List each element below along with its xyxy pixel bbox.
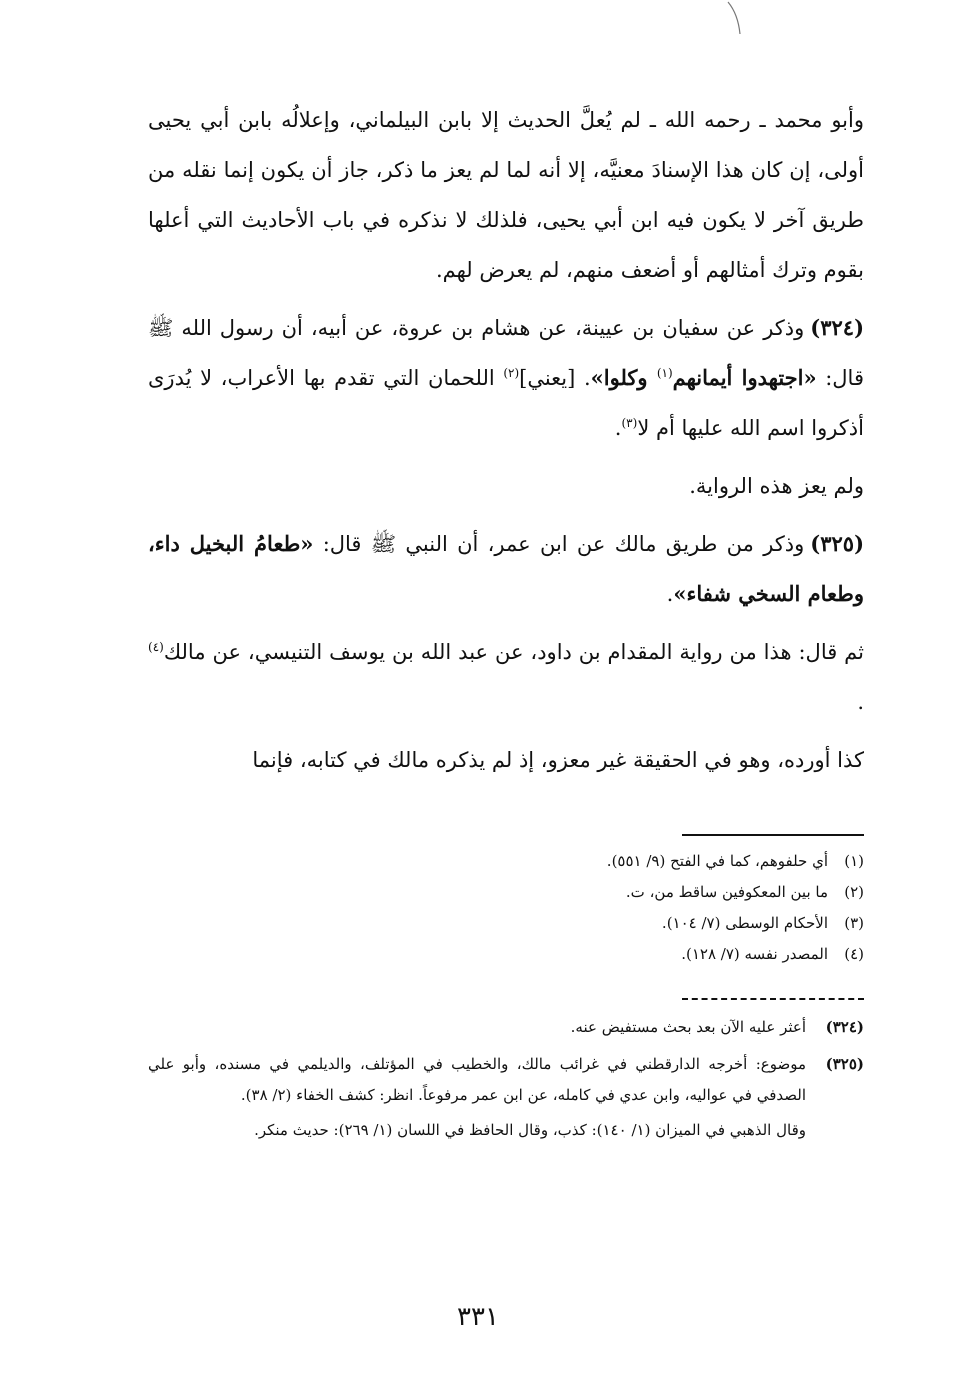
- footnote-item: [148, 939, 864, 970]
- tahqiq-separator: [682, 998, 864, 1000]
- paragraph-thumma-text: ثم قال: هذا من رواية المقدام بن داود، عن عبد الله بن يوسف التنيسي، عن مالك: [163, 640, 864, 664]
- tahqiq-text-324: أعثر عليه الآن بعد بحث مستفيض عنه.: [570, 1018, 806, 1036]
- footnote-ref-3[interactable]: (٣): [621, 416, 638, 430]
- paragraph-thumma-end: .: [857, 690, 864, 714]
- footnote-item: [148, 846, 864, 877]
- paragraph-abu-muhammad: وأبو محمد ـ رحمه الله ـ لم يُعلَّ الحديث إلا بابن البيلماني، وإعلالُه بابن أبي يحيى أولى، إن كان هذا الإسنادَ معنيَّه، إلا أنه لما لم يعز ما ذكر، جاز أن يكون إنما نقله من طريق آخر لا يكون فيه ابن أبي يحيى، فلذلك لا نذكره في باب الأحاديث التي أعلها بقوم وترك أمثالهم أو أضعف منهم، لم يعرض لهم.: [148, 108, 864, 282]
- hadith-324-quote: «اجتهدوا أيمانهم: [672, 365, 817, 390]
- footnotes: [148, 846, 864, 970]
- hadith-324-explanation: اللحمان التي تقدم بها الأعراب، لا يُدرَى أذكروا اسم الله عليها أم لا: [148, 366, 864, 440]
- hadith-325-end: .: [666, 582, 674, 606]
- hadith-number-325: (٣٢٥): [810, 531, 864, 556]
- tahqiq-325-para-2: وقال الذهبي في الميزان (١/ ١٤٠): كذب، وقال الحافظ في اللسان (١/ ٢٦٩): حديث منكر.: [254, 1121, 806, 1139]
- tahqiq-note-325: [148, 1049, 864, 1150]
- tahqiq-number-325: (٣٢٥): [825, 1055, 864, 1073]
- hadith-number-324: (٣٢٤): [810, 315, 864, 340]
- main-text: [148, 95, 864, 793]
- hadith-324-intro: وذكر عن سفيان بن عيينة، عن هشام بن عروة، عن أبيه، أن رسول الله ﷺ قال:: [148, 316, 864, 390]
- tahqiq-number-324: (٣٢٤): [825, 1018, 864, 1036]
- hadith-325-quote: «طعامُ البخيل داء، وطعام السخي شفاء»: [148, 531, 864, 606]
- footnote-item: [148, 908, 864, 939]
- paragraph-no-attribution: ولم يعز هذه الرواية.: [689, 474, 864, 498]
- hadith-324-end: .: [614, 416, 622, 440]
- hadith-324: [148, 303, 864, 453]
- footnote-text: ما بين المعكوفين ساقط من، ت.: [625, 883, 828, 901]
- footnote-ref-4[interactable]: (٤): [148, 640, 164, 654]
- footnote-number: (١): [844, 852, 864, 870]
- tahqiq-325-para-1: موضوع: أخرجه الدارقطني في غرائب مالك، والخطيب في المؤتلف، والديلمي في مسنده، وأبو علي الصدفي في عواليه، وابن عدي في كامله، عن ابن عمر مرفوعاً. انظر: كشف الخفاء (٢/ ٣٨).: [148, 1055, 807, 1104]
- hadith-325: [148, 519, 864, 619]
- footnote-number: (٤): [844, 945, 864, 963]
- hadith-324-quote-end: وكلوا»: [590, 365, 657, 390]
- footnote-ref-2[interactable]: (٢): [503, 366, 520, 380]
- footnote-text: أي حلفوهم، كما في الفتح (٩/ ٥٥١).: [606, 852, 828, 870]
- footnote-separator: [682, 834, 864, 836]
- paragraph-last: كذا أورده، وهو في الحقيقة غير معزو، إذ لم يذكره مالك في كتابه، فإنما: [252, 748, 864, 772]
- hadith-324-bracket: . [يعني]: [519, 366, 591, 390]
- footnote-number: (٢): [844, 883, 864, 901]
- footnote-number: (٣): [844, 914, 864, 932]
- paragraph-thumma: [148, 627, 864, 727]
- footnote-text: الأحكام الوسطى (٧/ ١٠٤).: [661, 914, 828, 932]
- hadith-325-intro: وذكر من طريق مالك عن ابن عمر، أن النبي ﷺ قال:: [313, 532, 805, 556]
- page-corner-mark: [724, 0, 744, 40]
- tahqiq-note-324: [148, 1012, 864, 1043]
- footnote-item: [148, 877, 864, 908]
- page-number: ٣٣١: [457, 1302, 499, 1332]
- footnote-text: المصدر نفسه (٧/ ١٢٨).: [681, 945, 828, 963]
- tahqiq-notes: [148, 1012, 864, 1156]
- footnote-ref-1[interactable]: (١): [656, 366, 673, 380]
- tahqiq-text-325: [148, 1049, 806, 1150]
